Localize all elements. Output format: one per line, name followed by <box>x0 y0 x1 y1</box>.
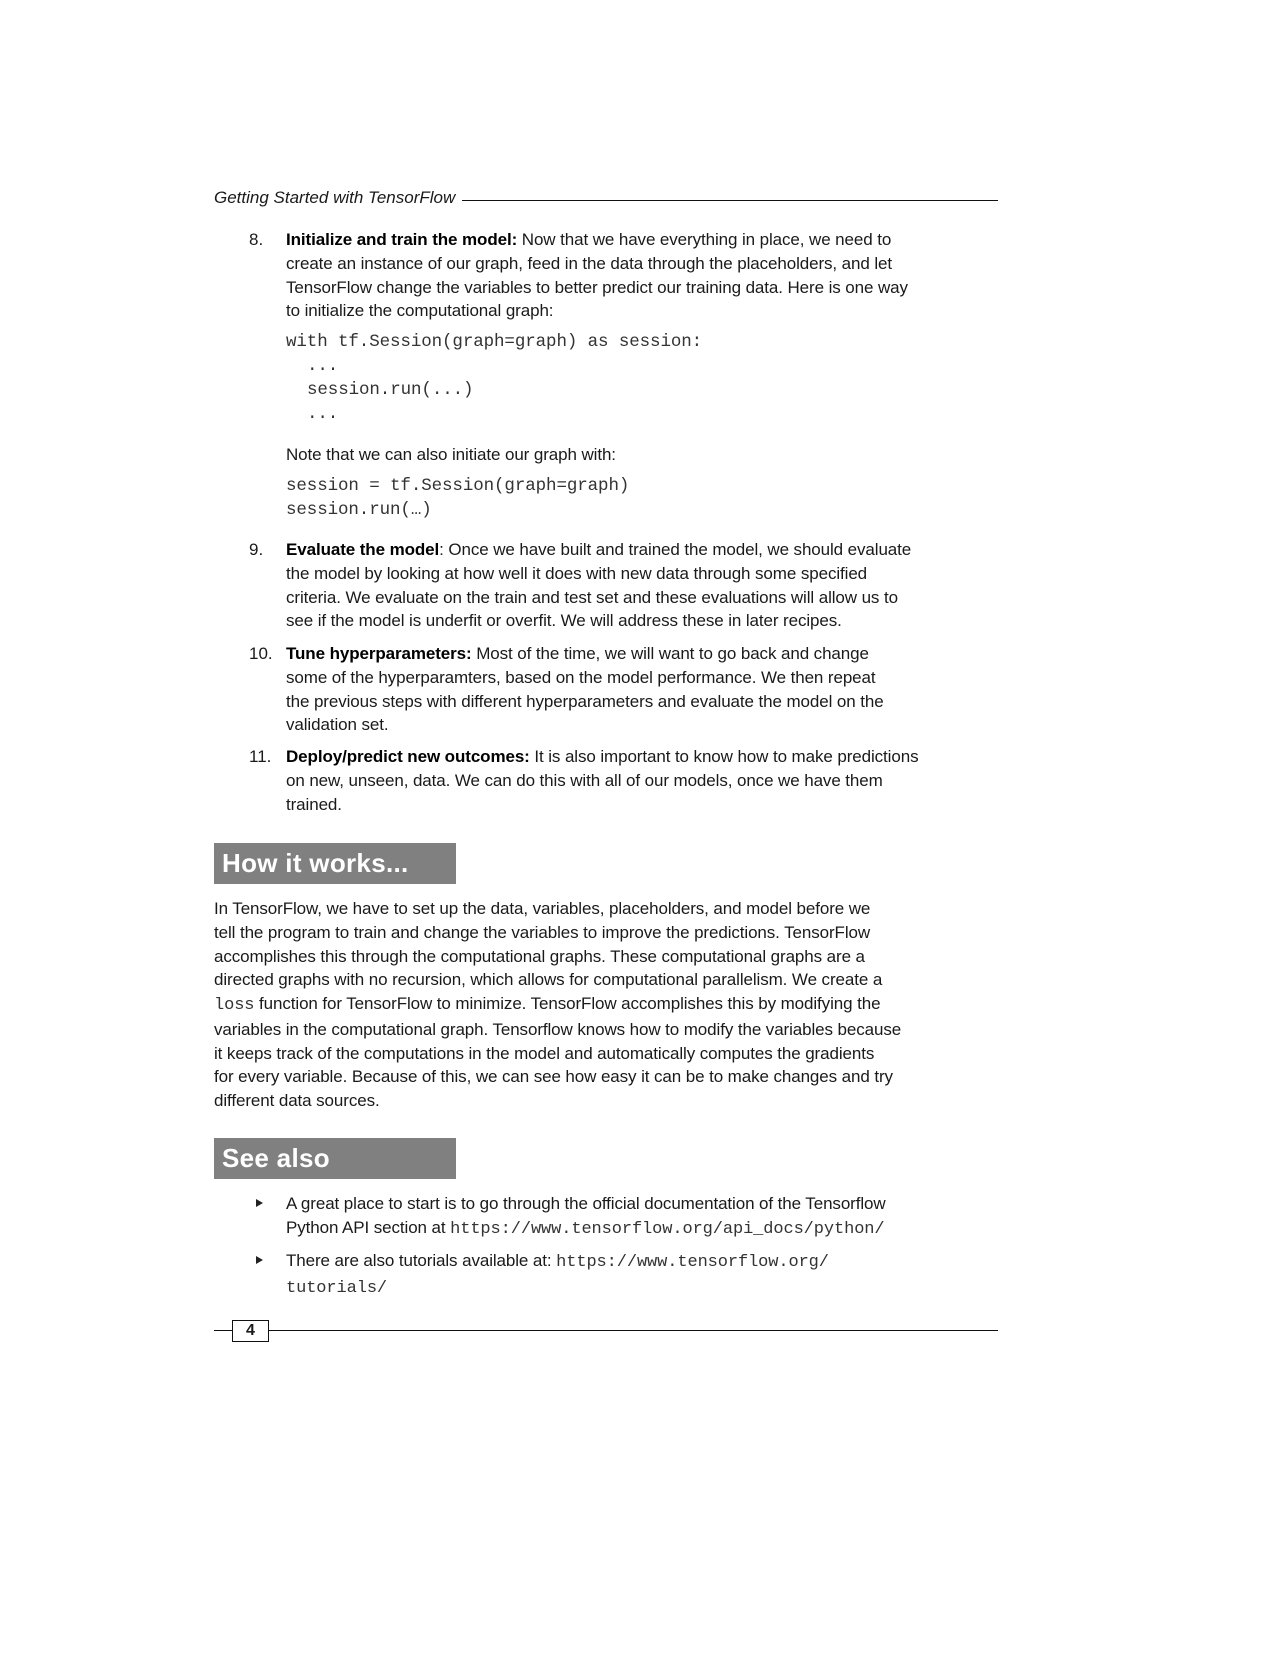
text-line <box>286 690 884 714</box>
text-segment: variables in the computational graph. Tensorflow knows how to modify the variables because <box>214 1019 902 1039</box>
code-line: session.run(...) <box>307 380 474 400</box>
code-block-alt <box>286 474 629 522</box>
see-also-bullet <box>286 1249 829 1301</box>
step-number: 11. <box>249 747 272 766</box>
text-segment: trained. <box>286 794 342 814</box>
step-9 <box>249 538 912 633</box>
text-segment: directed graphs with no recursion, which allows for computational parallelism. We create a <box>214 970 883 990</box>
code-block-session <box>286 330 702 426</box>
see-also-bullet <box>286 1192 886 1242</box>
text-line <box>286 793 918 817</box>
url-link[interactable]: https://www.tensorflow.org/api_docs/python/ <box>450 1219 885 1239</box>
text-line <box>214 921 901 945</box>
text-segment: create an instance of our graph, feed in the data through the placeholders, and let <box>286 253 893 273</box>
step-8 <box>249 228 908 323</box>
text-segment: TensorFlow change the variables to better predict our training data. Here is one way <box>286 277 908 297</box>
text-segment: accomplishes this through the computational graphs. These computational graphs are a <box>214 946 865 966</box>
text-segment: validation set. <box>286 715 389 735</box>
text-line <box>286 745 918 769</box>
code-line: session.run(…) <box>286 500 432 520</box>
text-segment: the previous steps with different hyperparameters and evaluate the model on the <box>286 691 884 711</box>
code-line: ... <box>307 404 339 424</box>
text-line <box>214 945 901 969</box>
bold-term: Initialize and train the model: <box>286 230 518 249</box>
text-segment: it keeps track of the computations in the model and automatically computes the gradients <box>214 1043 875 1063</box>
text-segment: some of the hyperparamters, based on the model performance. We then repeat <box>286 667 876 687</box>
text-segment: different data sources. <box>214 1091 380 1110</box>
text-segment: Now that we have everything in place, we need to <box>517 230 892 249</box>
text-line <box>286 586 911 610</box>
code-line: ... <box>307 356 339 376</box>
text-line <box>286 642 884 666</box>
text-segment: criteria. We evaluate on the train and test set and these evaluations will allow us to <box>286 587 898 607</box>
bold-term: Tune hyperparameters: <box>286 644 472 663</box>
text-line <box>286 769 918 793</box>
text-line <box>286 228 908 252</box>
header-rule <box>462 200 998 201</box>
code-line: session = tf.Session(graph=graph) <box>286 476 630 496</box>
running-header <box>214 188 998 208</box>
page-number: 4 <box>232 1320 269 1342</box>
text-line <box>286 1275 829 1301</box>
text-line <box>286 1192 886 1216</box>
text-line <box>286 1216 886 1242</box>
running-title: Getting Started with TensorFlow <box>214 188 456 207</box>
text-segment: for every variable. Because of this, we can see how easy it can be to make changes and try <box>214 1067 893 1087</box>
bold-term: Evaluate the model <box>286 540 440 559</box>
text-segment: on new, unseen, data. We can do this with all of our models, once we have them <box>286 770 883 790</box>
text-line <box>286 276 908 300</box>
bullet-arrow-icon <box>256 1256 263 1264</box>
text-line <box>214 1065 901 1089</box>
text-line <box>214 992 901 1018</box>
step-10 <box>249 642 884 737</box>
text-segment: In TensorFlow, we have to set up the data, variables, placeholders, and model before we <box>214 899 871 918</box>
section-heading-see-also: See also <box>214 1138 456 1179</box>
text-segment: see if the model is underfit or overfit. We will address these in later recipes. <box>286 611 842 631</box>
text-segment: to initialize the computational graph: <box>286 301 554 321</box>
text-segment: function for TensorFlow to minimize. TensorFlow accomplishes this by modifying the <box>254 994 881 1013</box>
text-line <box>286 666 884 690</box>
text-line <box>286 609 911 633</box>
bold-term: Deploy/predict new outcomes: <box>286 747 530 766</box>
text-segment: Python API section at <box>286 1217 451 1237</box>
how-it-works-paragraph <box>214 897 901 1113</box>
page-footer <box>214 1320 998 1342</box>
step-number: 8. <box>249 230 264 249</box>
text-line <box>214 1042 901 1066</box>
step-number: 10. <box>249 644 273 663</box>
text-line <box>286 1249 829 1275</box>
text-segment: A great place to start is to go through the official documentation of the Tensorflow <box>286 1194 886 1213</box>
inline-code: loss <box>214 996 255 1015</box>
text-line <box>286 713 884 737</box>
step-11 <box>249 745 919 816</box>
text-line <box>214 968 901 992</box>
bullet-arrow-icon <box>256 1199 263 1207</box>
url-link[interactable]: https://www.tensorflow.org/ <box>556 1253 829 1272</box>
url-link[interactable]: tutorials/ <box>286 1278 388 1298</box>
note-text: Note that we can also initiate our graph with: <box>286 445 616 464</box>
text-line <box>214 1089 901 1113</box>
text-segment: There are also tutorials available at: <box>286 1251 557 1270</box>
text-line <box>286 299 908 323</box>
code-line: with tf.Session(graph=graph) as session: <box>286 332 703 352</box>
text-line <box>286 562 911 586</box>
text-segment: the model by looking at how well it does with new data through some specified <box>286 563 868 583</box>
step-number: 9. <box>249 540 264 559</box>
text-segment: It is also important to know how to make predictions <box>529 747 919 766</box>
text-segment: : Once we have built and trained the model, we should evaluate <box>439 540 912 559</box>
text-line <box>286 252 908 276</box>
text-line <box>286 538 911 562</box>
text-segment: tell the program to train and change the variables to improve the predictions. TensorFlow <box>214 922 871 942</box>
text-line <box>214 1018 901 1042</box>
text-segment: Most of the time, we will want to go back and change <box>471 644 869 663</box>
footer-rule <box>214 1330 998 1331</box>
section-heading-how-it-works: How it works... <box>214 843 456 884</box>
text-line <box>214 897 901 921</box>
